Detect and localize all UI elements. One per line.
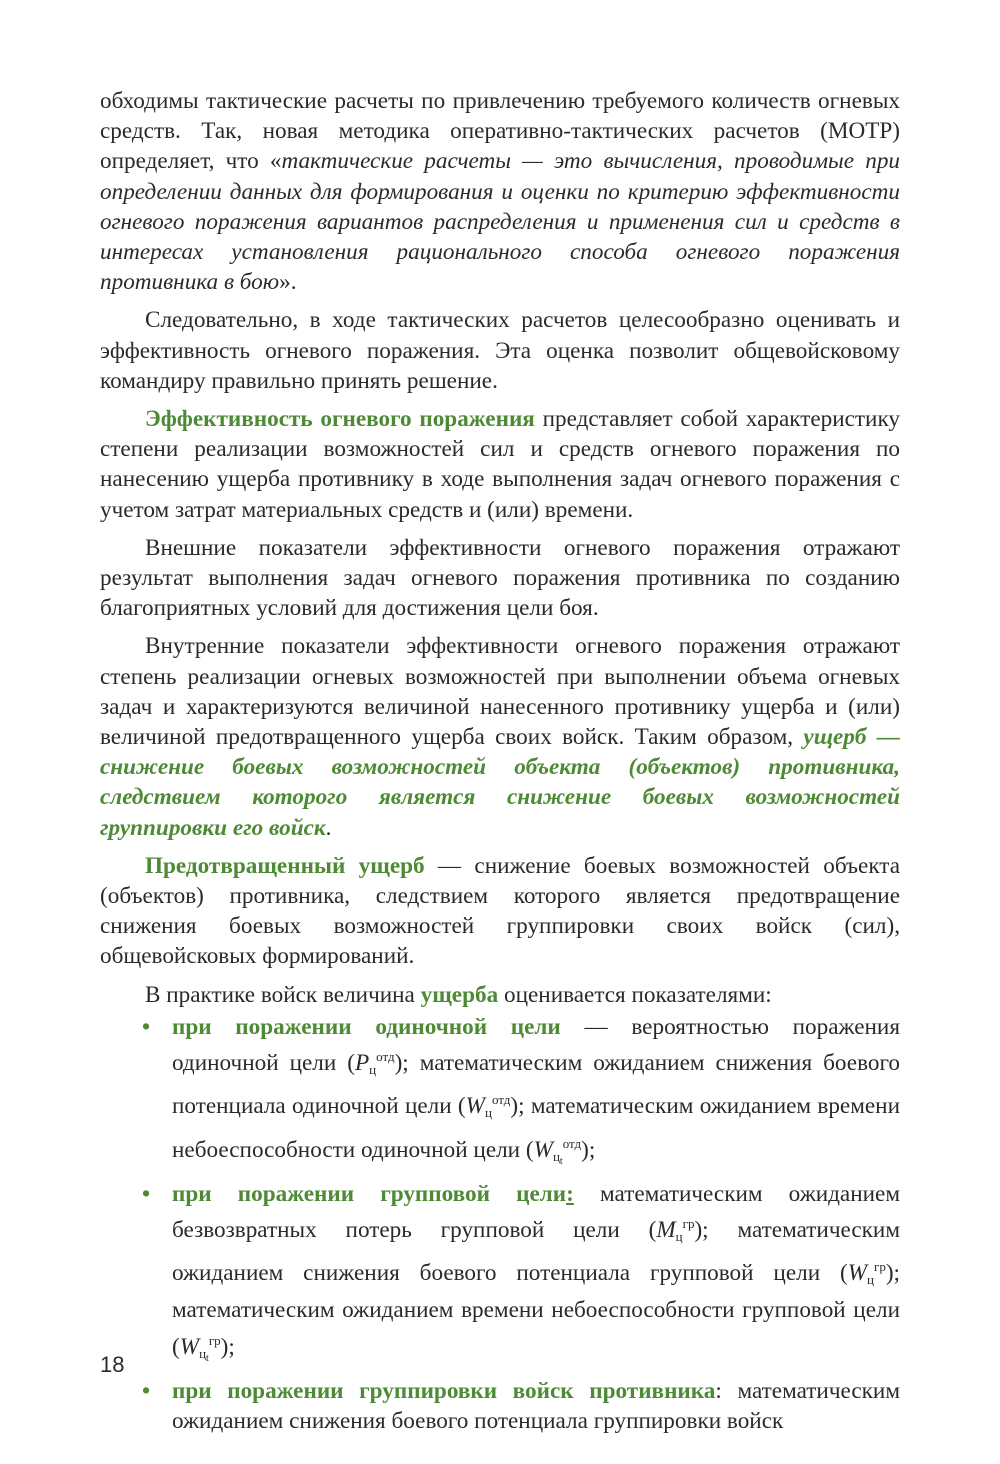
motr-definition: тактические расчеты — это вычисления, проводимые при определении данных для формирования и оценки по критерию эффективности огневого поражения вариантов распределения и применения сил и средств в интересах установления рационального способа огневого поражения противника в бою	[100, 148, 901, 296]
list-item-single-target: • при поражении одиночной цели — вероятностью поражения одиночной цели $(P_ц^{отд})$; математическим ожиданием снижения боевого потенциала одиночной цели $(W_ц^{отд})$; математическим ожиданием времени небоеспособности одиночной цели $(W_{цt}^{отд})$;	[142, 1013, 900, 1167]
bullet-icon: •	[142, 1180, 151, 1207]
list-item-group-target: • при поражении групповой цели: математическим ожиданием безвозвратных потерь групповой цели $(M_ц^{гр})$; математическим ожиданием снижения боевого потенциала групповой цели $(W_ц^{гр})$; математическим ожиданием времени небоеспособности групповой цели $(W_{цt}^{гр})$;	[142, 1180, 900, 1364]
bullet-icon: •	[142, 1377, 151, 1404]
bullet-icon: •	[142, 1013, 151, 1040]
term-damage-definition: ущерб — снижение боевых возможностей объекта (объектов) противника, следствием которого является снижение боевых возможностей группировки его войск	[100, 724, 900, 841]
list-item-troop-grouping: • при поражении группировки войск противника: математическим ожиданием снижения боевого потенциала группировки войск	[142, 1377, 900, 1434]
paragraph-4: Внешние показатели эффективности огневого поражения отражают результат выполнения задач огневого поражения противника по созданию благоприятных условий для достижения цели боя.	[100, 534, 900, 622]
paragraph-6: Предотвращенный ущерб — снижение боевых возможностей объекта (объектов) противника, следствием которого является предотвращение снижения боевых возможностей группировки своих войск (сил), общевойсковых формирований.	[100, 852, 900, 970]
paragraph-5: Внутренние показатели эффективности огневого поражения отражают степень реализации огневых возможностей при выполнении объема огневых задач и характеризуются величиной нанесенного противнику ущерба и (или) величиной предотвращенного ущерба своих войск. Таким образом, ущерб — снижение боевых возможностей объекта (объектов) противника, следствием которого является снижение боевых возможностей группировки его войск.	[100, 633, 900, 841]
indicator-list	[100, 1012, 900, 1436]
term-fire-effectiveness: Эффективность огневого поражения	[145, 406, 535, 433]
paragraph-1: обходимы тактические расчеты по привлечению требуемого количеств огневых средств. Так, новая методика оперативно-тактических расчетов (МОТР) определяет, что «тактические расчеты — это вычисления, проводимые при определении данных для формирования и оценки по критерию эффективности огневого поражения вариантов распределения и применения сил и средств в интересах установления рационального способа огневого поражения противника в бою».	[100, 88, 901, 296]
paragraph-3: Эффективность огневого поражения представляет собой характеристику степени реализации возможностей сил и средств огневого поражения по нанесению ущерба противнику в ходе выполнения задач огневого поражения с учетом затрат материальных средств и (или) времени.	[100, 406, 900, 523]
term-damage: ущерба	[420, 981, 499, 1008]
paragraph-7: В практике войск величина ущерба оценивается показателями:	[145, 981, 772, 1008]
term-prevented-damage: Предотвращенный ущерб	[145, 852, 425, 879]
page-body	[100, 86, 900, 1438]
page-number: 18	[100, 1352, 125, 1377]
paragraph-2: Следовательно, в ходе тактических расчетов целесообразно оценивать и эффективность огневого поражения. Эта оценка позволит общевойсковому командиру правильно принять решение.	[100, 307, 900, 394]
